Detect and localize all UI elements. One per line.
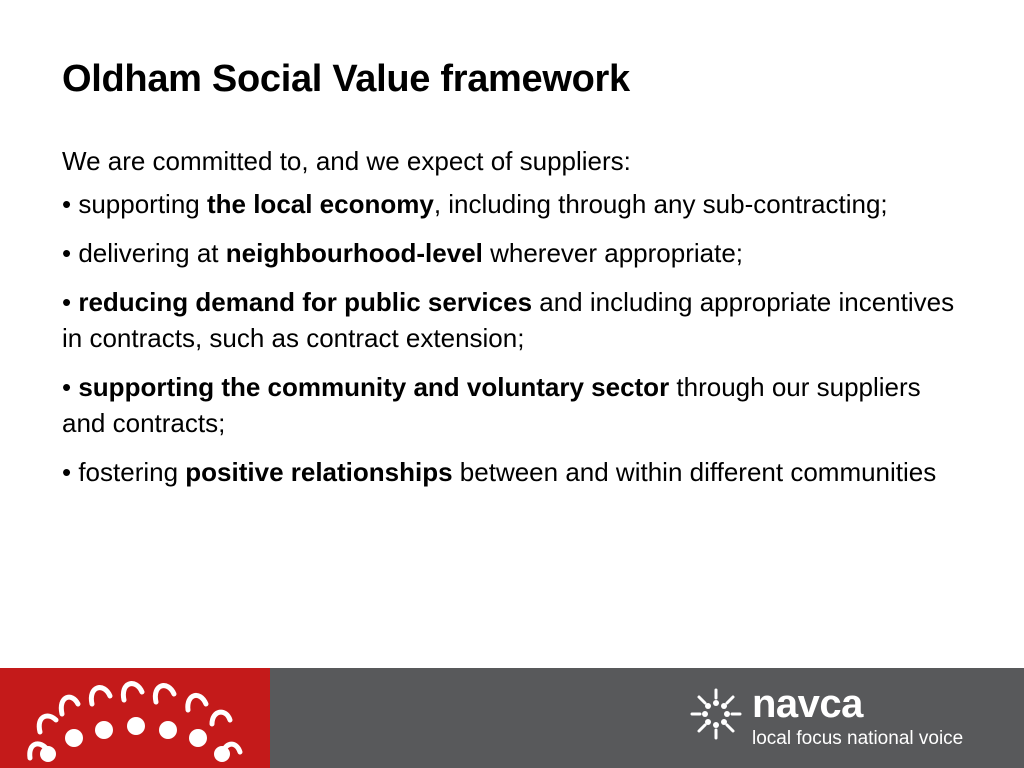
- bullet-bold-text: supporting the community and voluntary sector: [78, 372, 670, 402]
- slide-body: [62, 143, 962, 503]
- bullet-item: [62, 369, 962, 441]
- brand-tagline: local focus national voice: [752, 728, 964, 749]
- brand-name: navca: [752, 682, 863, 726]
- bullet-item: [62, 454, 962, 490]
- bullet-char: •: [62, 189, 72, 219]
- people-circle-logo-icon: [0, 668, 270, 768]
- intro-text: We are committed to, and we expect of suppliers:: [62, 146, 631, 176]
- bullet-bold-text: reducing demand for public services: [78, 287, 533, 317]
- bullet-item: [62, 284, 962, 356]
- bullet-bold-text: positive relationships: [185, 457, 453, 487]
- navca-brand: [688, 684, 1008, 764]
- bullet-text: fostering: [71, 457, 186, 487]
- bullet-text: and including appropriate incentives in contracts, such as contract extension;: [62, 287, 955, 353]
- footer-logo-panel: [0, 668, 270, 768]
- bullet-text: through our suppliers and contracts;: [62, 372, 921, 438]
- bullet-text: delivering at: [71, 238, 226, 268]
- navca-mark-icon: [688, 686, 744, 742]
- bullet-text: between and within different communities: [452, 457, 937, 487]
- bullet-text: wherever appropriate;: [482, 238, 744, 268]
- bullet-char: •: [62, 372, 72, 402]
- bullet-char: •: [62, 457, 72, 487]
- bullet-char: •: [62, 238, 72, 268]
- bullet-char: •: [62, 287, 72, 317]
- slide-title: Oldham Social Value framework: [62, 58, 630, 100]
- bullet-text: , including through any sub-contracting;: [433, 189, 888, 219]
- bullet-bold-text: the local economy: [206, 189, 434, 219]
- bullet-bold-text: neighbourhood-level: [225, 238, 483, 268]
- footer-bar: [0, 668, 1024, 768]
- bullet-item: [62, 235, 962, 271]
- bullet-text: supporting: [71, 189, 207, 219]
- bullet-item: [62, 186, 962, 222]
